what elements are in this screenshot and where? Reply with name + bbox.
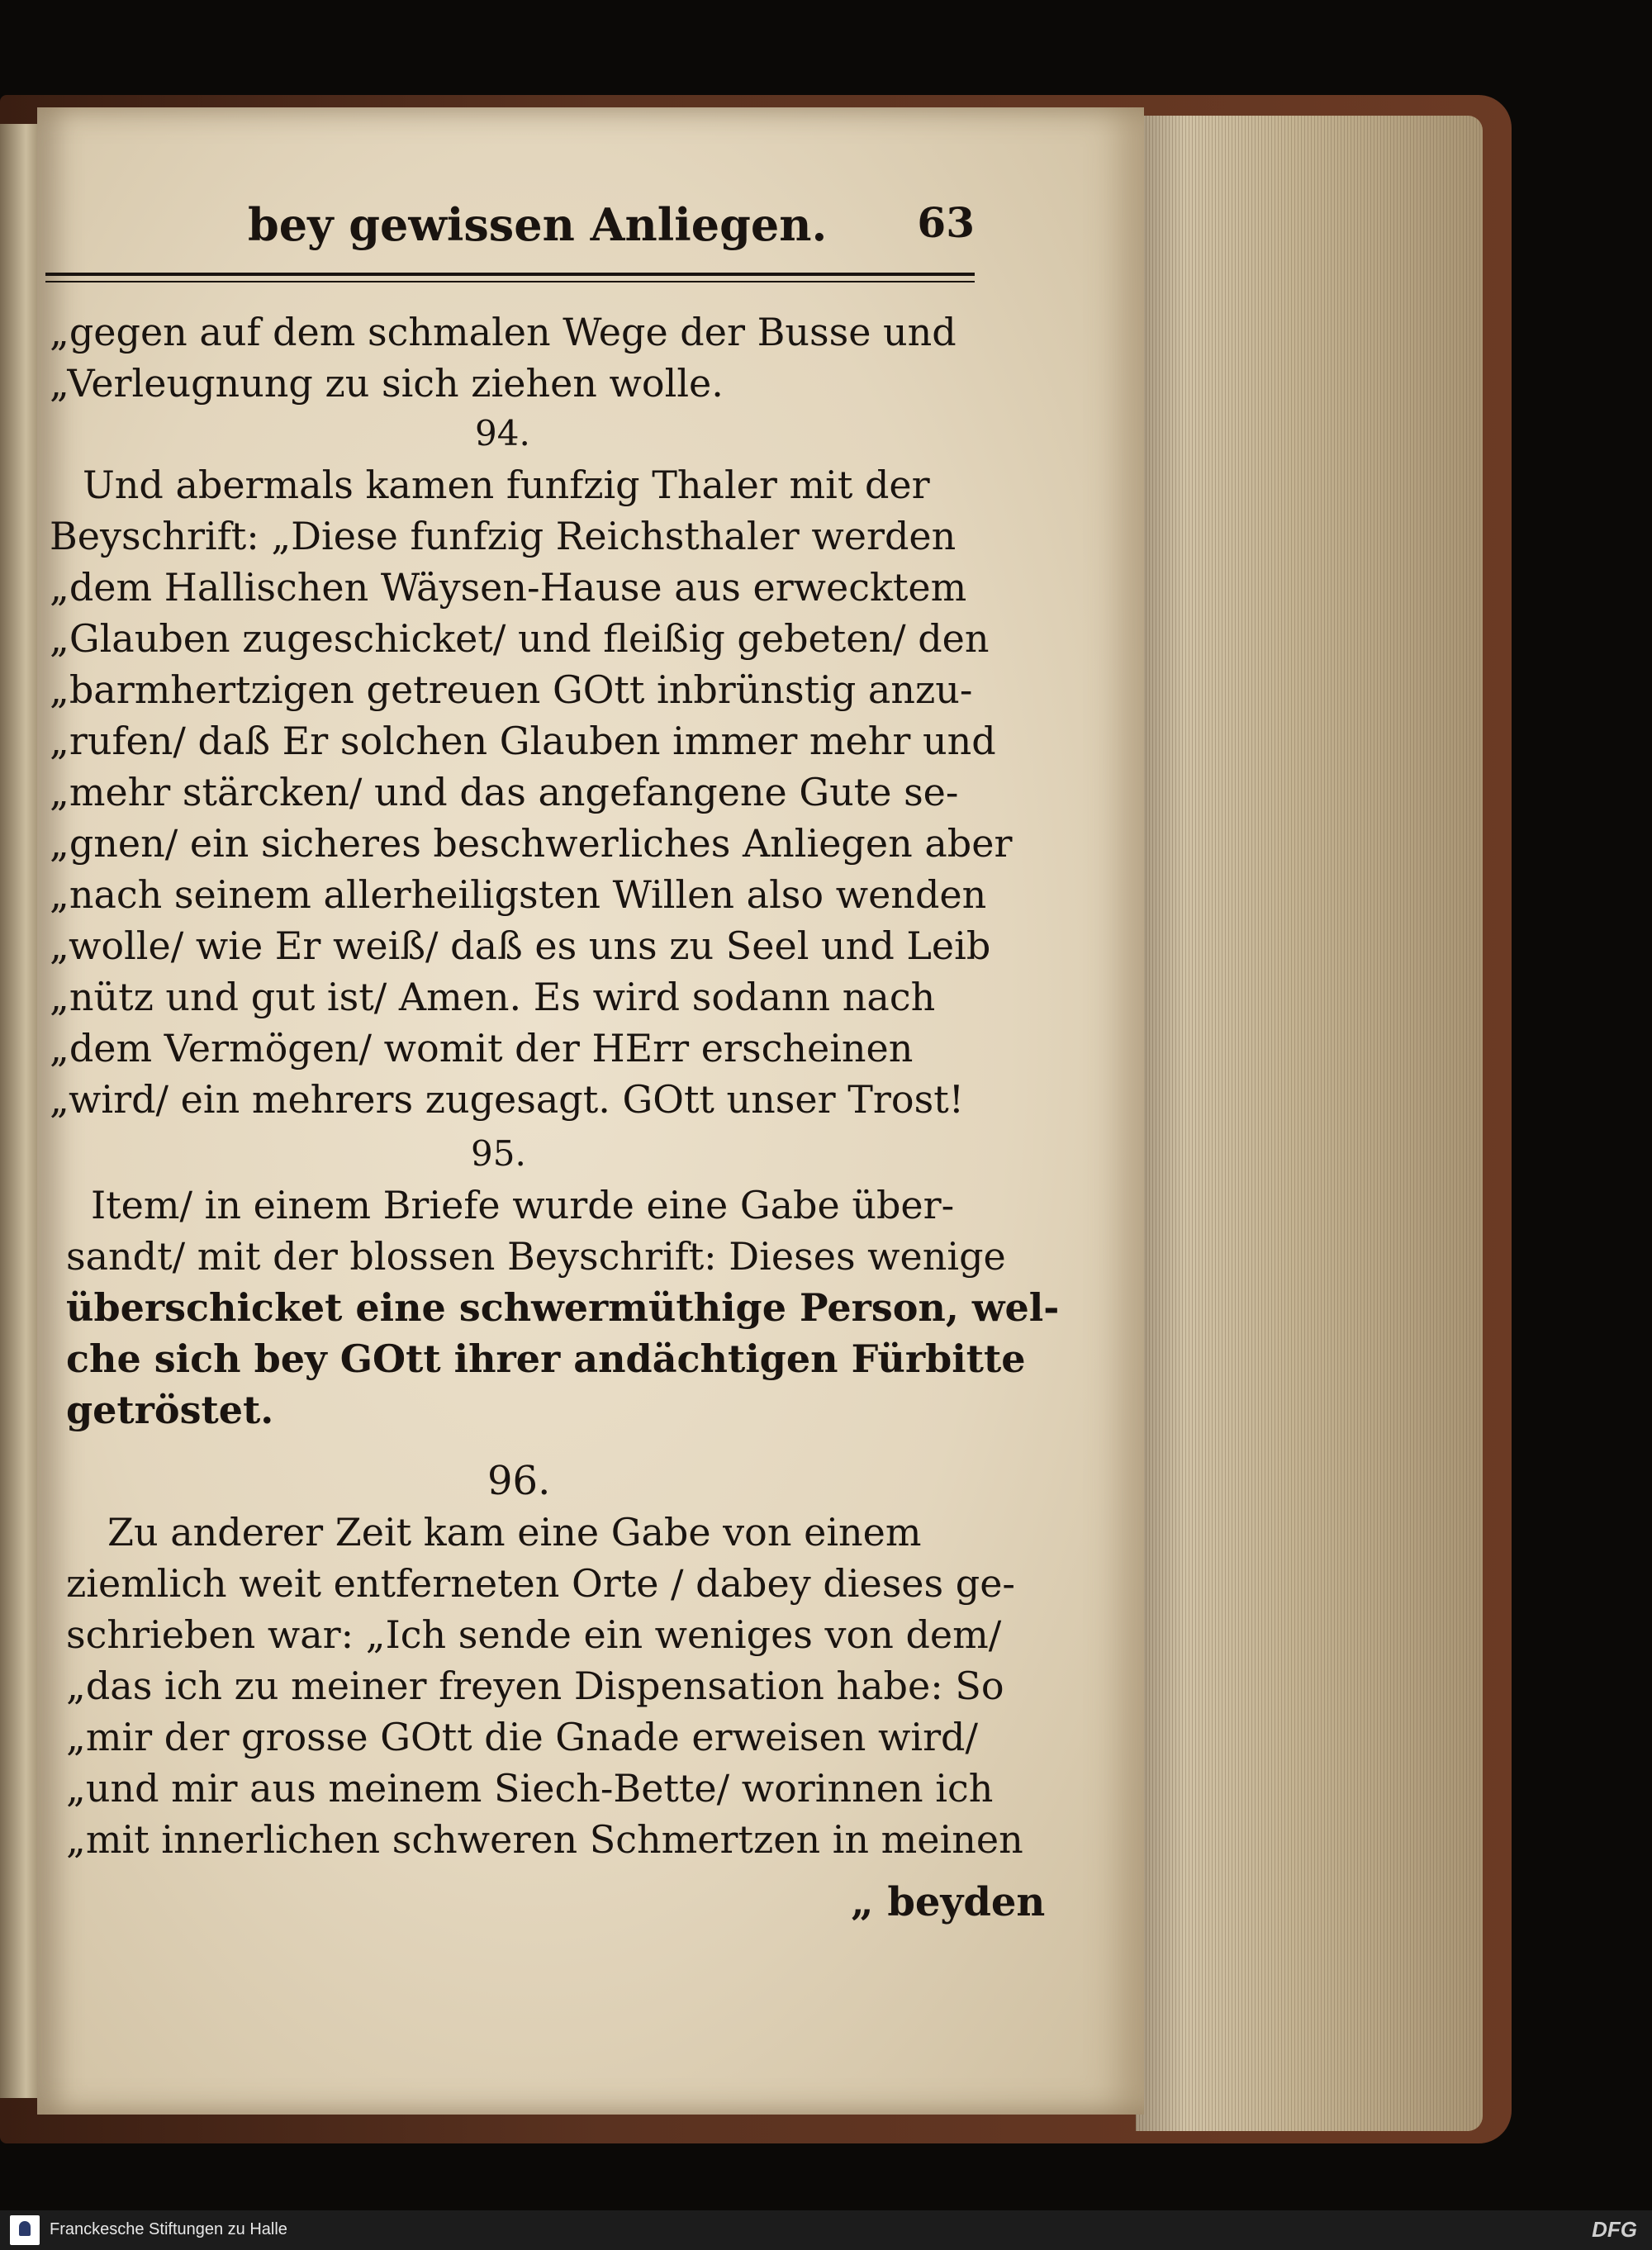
- text-line: überschicket eine schwermüthige Person, wel-: [66, 1285, 1060, 1330]
- text-line: „dem Hallischen Wäysen-Hause aus erwecktem: [50, 565, 967, 610]
- text-line: getröstet.: [66, 1388, 274, 1432]
- catchword: „ beyden: [851, 1879, 1046, 1925]
- text-line: „Glauben zugeschicket/ und fleißig gebeten/ den: [50, 616, 990, 661]
- text-line: Zu anderer Zeit kam eine Gabe von einem: [107, 1510, 922, 1555]
- text-line: „dem Vermögen/ womit der HErr erscheinen: [50, 1026, 914, 1070]
- text-line: Beyschrift: „Diese funfzig Reichsthaler werden: [50, 514, 957, 558]
- running-header: [248, 198, 975, 264]
- text-line: „gnen/ ein sicheres beschwerliches Anliegen aber: [50, 821, 1013, 866]
- text-line: „Verleugnung zu sich ziehen wolle.: [50, 361, 724, 406]
- text-line: Item/ in einem Briefe wurde eine Gabe über-: [91, 1183, 955, 1227]
- text-line: „gegen auf dem schmalen Wege der Busse und: [50, 310, 957, 354]
- text-line: „das ich zu meiner freyen Dispensation habe: So: [66, 1664, 1004, 1708]
- section-number: 95.: [471, 1133, 526, 1174]
- header-rule: [45, 273, 975, 282]
- text-line: „mehr stärcken/ und das angefangene Gute se-: [50, 770, 959, 814]
- text-line: „nütz und gut ist/ Amen. Es wird sodann nach: [50, 975, 936, 1019]
- text-line: „mir der grosse GOtt die Gnade erweisen wird/: [66, 1715, 978, 1759]
- text-line: „rufen/ daß Er solchen Glauben immer mehr und: [50, 719, 996, 763]
- text-line: „barmhertzigen getreuen GOtt inbrünstig anzu-: [50, 667, 973, 712]
- institution-name: Franckesche Stiftungen zu Halle: [50, 2220, 287, 2238]
- page-number: 63: [917, 198, 975, 247]
- section-number: 96.: [487, 1458, 551, 1504]
- text-line: „und mir aus meinem Siech-Bette/ worinnen ich: [66, 1766, 994, 1811]
- text-line: „nach seinem allerheiligsten Willen also wenden: [50, 872, 987, 917]
- text-line: che sich bey GOtt ihrer andächtigen Fürbitte: [66, 1336, 1026, 1381]
- left-page-edge: [0, 124, 37, 2098]
- viewer-footer: [0, 2210, 1652, 2250]
- text-line: schrieben war: „Ich sende ein weniges von dem/: [66, 1612, 1002, 1657]
- text-line: „wolle/ wie Er weiß/ daß es uns zu Seel und Leib: [50, 923, 991, 968]
- text-line: Und abermals kamen funfzig Thaler mit der: [83, 463, 930, 507]
- institution-logo-icon: [10, 2215, 40, 2245]
- text-line: „mit innerlichen schweren Schmertzen in meinen: [66, 1817, 1023, 1862]
- running-head-title: bey gewissen Anliegen.: [248, 198, 828, 251]
- page-block-edges: [1136, 116, 1483, 2131]
- text-line: sandt/ mit der blossen Beyschrift: Dieses wenige: [66, 1234, 1006, 1279]
- text-line: „wird/ ein mehrers zugesagt. GOtt unser Trost!: [50, 1077, 965, 1122]
- dfg-logo: DFG: [1592, 2217, 1637, 2242]
- text-line: ziemlich weit entferneten Orte / dabey dieses ge-: [66, 1561, 1015, 1606]
- section-number: 94.: [475, 413, 530, 453]
